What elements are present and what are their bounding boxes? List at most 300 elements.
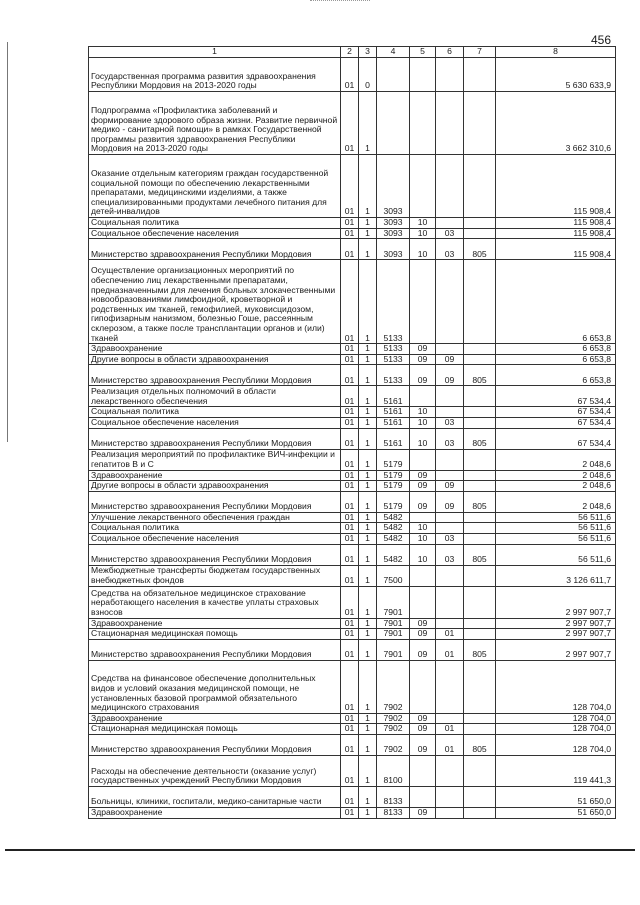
- code-program: 01: [341, 428, 359, 449]
- code-expense-type: 805: [464, 239, 496, 260]
- code-expense-type: 805: [464, 544, 496, 565]
- code-program: 01: [341, 523, 359, 534]
- table-row: [89, 239, 616, 260]
- code-target: 3093: [377, 218, 410, 229]
- code-section: 10: [410, 407, 436, 418]
- code-expense-type: [464, 228, 496, 239]
- code-program: 01: [341, 218, 359, 229]
- code-program: 01: [341, 565, 359, 586]
- row-sum: 67 534,4: [496, 407, 616, 418]
- row-name: Министерство здравоохранения Республики Мордовия: [89, 639, 341, 660]
- code-target: 5161: [377, 386, 410, 407]
- code-target: 7902: [377, 713, 410, 724]
- row-sum: 128 704,0: [496, 660, 616, 713]
- table-row: [89, 565, 616, 586]
- code-target: 5179: [377, 491, 410, 512]
- code-program: 01: [341, 734, 359, 755]
- code-program: 01: [341, 239, 359, 260]
- code-section: [410, 92, 436, 155]
- code-subprogram: 1: [359, 354, 377, 365]
- row-name: Расходы на обеспечение деятельности (оказание услуг) государственных учреждений Республики Мордовия: [89, 755, 341, 786]
- table-row: [89, 58, 616, 92]
- bottom-rule: [5, 849, 635, 851]
- code-program: 01: [341, 544, 359, 565]
- code-program: 01: [341, 260, 359, 344]
- code-section: 10: [410, 218, 436, 229]
- header-cell: 6: [436, 47, 464, 58]
- code-program: 01: [341, 228, 359, 239]
- code-target: 5179: [377, 481, 410, 492]
- code-subsection: [436, 512, 464, 523]
- code-program: 01: [341, 512, 359, 523]
- code-section: 10: [410, 417, 436, 428]
- table-row: [89, 228, 616, 239]
- table-row: [89, 713, 616, 724]
- code-section: 09: [410, 491, 436, 512]
- row-name: Здравоохранение: [89, 713, 341, 724]
- table-row: [89, 386, 616, 407]
- row-sum: 115 908,4: [496, 218, 616, 229]
- code-expense-type: [464, 449, 496, 470]
- code-subsection: 03: [436, 533, 464, 544]
- code-program: 01: [341, 481, 359, 492]
- code-program: 01: [341, 92, 359, 155]
- code-section: 09: [410, 724, 436, 735]
- table-row: [89, 629, 616, 640]
- row-name: Другие вопросы в области здравоохранения: [89, 354, 341, 365]
- row-name: Средства на обязательное медицинское страхование неработающего населения в качестве уплаты страховых взносов: [89, 586, 341, 618]
- code-subsection: [436, 344, 464, 355]
- code-target: 8133: [377, 786, 410, 807]
- code-subprogram: 1: [359, 724, 377, 735]
- header-cell: 8: [496, 47, 616, 58]
- code-expense-type: [464, 386, 496, 407]
- code-program: 01: [341, 724, 359, 735]
- code-section: [410, 260, 436, 344]
- row-sum: 119 441,3: [496, 755, 616, 786]
- code-expense-type: [464, 523, 496, 534]
- code-subprogram: 1: [359, 512, 377, 523]
- row-name: Улучшение лекарственного обеспечения граждан: [89, 512, 341, 523]
- table-row: [89, 755, 616, 786]
- code-target: 8100: [377, 755, 410, 786]
- row-name: Министерство здравоохранения Республики Мордовия: [89, 734, 341, 755]
- row-name: Реализация мероприятий по профилактике ВИЧ-инфекции и гепатитов B и C: [89, 449, 341, 470]
- code-subprogram: 1: [359, 365, 377, 386]
- code-subprogram: 1: [359, 428, 377, 449]
- code-subprogram: 1: [359, 481, 377, 492]
- code-subsection: [436, 523, 464, 534]
- code-target: 7500: [377, 565, 410, 586]
- code-subprogram: 1: [359, 344, 377, 355]
- code-subprogram: 1: [359, 470, 377, 481]
- code-target: [377, 58, 410, 92]
- code-subsection: [436, 386, 464, 407]
- code-expense-type: [464, 618, 496, 629]
- row-name: Министерство здравоохранения Республики Мордовия: [89, 365, 341, 386]
- table-row: [89, 218, 616, 229]
- code-subsection: [436, 407, 464, 418]
- code-program: 01: [341, 344, 359, 355]
- row-name: Министерство здравоохранения Республики Мордовия: [89, 544, 341, 565]
- code-subprogram: 1: [359, 639, 377, 660]
- code-target: 5179: [377, 449, 410, 470]
- table-row: [89, 344, 616, 355]
- table-row: [89, 428, 616, 449]
- code-subprogram: 1: [359, 449, 377, 470]
- code-expense-type: [464, 481, 496, 492]
- code-subprogram: 1: [359, 618, 377, 629]
- code-subsection: [436, 618, 464, 629]
- table-row: [89, 807, 616, 818]
- code-program: 01: [341, 629, 359, 640]
- row-name: Средства на финансовое обеспечение дополнительных видов и условий оказания медицинской помощи, не установленных базовой программой обязательного медицинского страхования: [89, 660, 341, 713]
- code-expense-type: 805: [464, 639, 496, 660]
- table-row: [89, 407, 616, 418]
- code-program: 01: [341, 155, 359, 218]
- row-name: Социальная политика: [89, 523, 341, 534]
- code-section: [410, 512, 436, 523]
- scan-left-edge: [7, 42, 8, 442]
- code-subprogram: 1: [359, 239, 377, 260]
- code-program: 01: [341, 386, 359, 407]
- code-expense-type: [464, 786, 496, 807]
- code-section: [410, 58, 436, 92]
- row-sum: 56 511,6: [496, 512, 616, 523]
- row-sum: 128 704,0: [496, 724, 616, 735]
- code-subprogram: 1: [359, 407, 377, 418]
- code-subprogram: 0: [359, 58, 377, 92]
- code-expense-type: [464, 260, 496, 344]
- code-expense-type: 805: [464, 491, 496, 512]
- row-sum: 56 511,6: [496, 523, 616, 534]
- code-program: 01: [341, 807, 359, 818]
- code-target: 7901: [377, 618, 410, 629]
- table-row: [89, 512, 616, 523]
- row-sum: 2 048,6: [496, 470, 616, 481]
- code-program: 01: [341, 755, 359, 786]
- code-section: [410, 786, 436, 807]
- row-sum: 67 534,4: [496, 417, 616, 428]
- code-target: 5482: [377, 523, 410, 534]
- code-expense-type: [464, 629, 496, 640]
- row-name: Социальное обеспечение населения: [89, 533, 341, 544]
- code-expense-type: [464, 407, 496, 418]
- header-cell: 4: [377, 47, 410, 58]
- code-subsection: 09: [436, 365, 464, 386]
- code-subprogram: 1: [359, 491, 377, 512]
- code-expense-type: [464, 155, 496, 218]
- code-subsection: [436, 260, 464, 344]
- table-row: [89, 724, 616, 735]
- table-row: [89, 544, 616, 565]
- code-expense-type: [464, 218, 496, 229]
- row-name: Больницы, клиники, госпитали, медико-санитарные части: [89, 786, 341, 807]
- table-row: [89, 365, 616, 386]
- row-name: Межбюджетные трансферты бюджетам государственных внебюджетных фондов: [89, 565, 341, 586]
- code-section: 09: [410, 344, 436, 355]
- code-program: 01: [341, 354, 359, 365]
- code-target: 7901: [377, 586, 410, 618]
- code-expense-type: [464, 470, 496, 481]
- header-cell: 7: [464, 47, 496, 58]
- header-cell: 5: [410, 47, 436, 58]
- code-target: 5161: [377, 407, 410, 418]
- row-sum: 115 908,4: [496, 239, 616, 260]
- code-subprogram: 1: [359, 586, 377, 618]
- code-subprogram: 1: [359, 386, 377, 407]
- row-name: Другие вопросы в области здравоохранения: [89, 481, 341, 492]
- code-subsection: [436, 755, 464, 786]
- code-subsection: [436, 786, 464, 807]
- code-target: 5179: [377, 470, 410, 481]
- row-name: Здравоохранение: [89, 618, 341, 629]
- code-subsection: 01: [436, 639, 464, 660]
- row-sum: 67 534,4: [496, 428, 616, 449]
- code-subprogram: 1: [359, 544, 377, 565]
- row-sum: 2 997 907,7: [496, 618, 616, 629]
- code-expense-type: [464, 724, 496, 735]
- row-sum: 128 704,0: [496, 713, 616, 724]
- code-subsection: [436, 586, 464, 618]
- code-target: 7902: [377, 660, 410, 713]
- code-expense-type: [464, 354, 496, 365]
- code-subprogram: 1: [359, 533, 377, 544]
- row-name: Стационарная медицинская помощь: [89, 724, 341, 735]
- row-sum: 2 997 907,7: [496, 586, 616, 618]
- code-section: 09: [410, 618, 436, 629]
- code-section: 10: [410, 533, 436, 544]
- row-sum: 56 511,6: [496, 533, 616, 544]
- code-subsection: 03: [436, 228, 464, 239]
- row-name: Министерство здравоохранения Республики Мордовия: [89, 491, 341, 512]
- code-subsection: 01: [436, 734, 464, 755]
- table-row: [89, 92, 616, 155]
- code-target: 7901: [377, 629, 410, 640]
- row-name: Социальное обеспечение населения: [89, 417, 341, 428]
- row-name: Здравоохранение: [89, 344, 341, 355]
- code-section: 09: [410, 365, 436, 386]
- row-sum: 5 630 633,9: [496, 58, 616, 92]
- code-expense-type: [464, 660, 496, 713]
- row-sum: 67 534,4: [496, 386, 616, 407]
- table-row: [89, 660, 616, 713]
- code-subsection: [436, 449, 464, 470]
- code-target: 5161: [377, 428, 410, 449]
- code-expense-type: [464, 344, 496, 355]
- code-section: 09: [410, 481, 436, 492]
- code-subprogram: 1: [359, 417, 377, 428]
- code-program: 01: [341, 58, 359, 92]
- code-expense-type: [464, 512, 496, 523]
- row-sum: 115 908,4: [496, 155, 616, 218]
- row-name: Подпрограмма «Профилактика заболеваний и формирование здорового образа жизни. Развитие первичной медико - санитарной помощи» в рамках Государственной программы развития здравоохранения Республики Мордовия на 2013-2020 годы: [89, 92, 341, 155]
- row-sum: 51 650,0: [496, 807, 616, 818]
- code-subprogram: 1: [359, 523, 377, 534]
- code-subprogram: 1: [359, 713, 377, 724]
- table-row: [89, 417, 616, 428]
- code-subsection: [436, 470, 464, 481]
- code-subsection: [436, 218, 464, 229]
- code-subprogram: 1: [359, 786, 377, 807]
- table-row: [89, 786, 616, 807]
- code-section: 09: [410, 713, 436, 724]
- code-program: 01: [341, 365, 359, 386]
- row-sum: 6 653,8: [496, 354, 616, 365]
- code-program: 01: [341, 470, 359, 481]
- row-sum: 2 048,6: [496, 449, 616, 470]
- header-cell: 3: [359, 47, 377, 58]
- code-subsection: 09: [436, 491, 464, 512]
- table-row: [89, 449, 616, 470]
- code-subprogram: 1: [359, 218, 377, 229]
- code-section: 10: [410, 523, 436, 534]
- row-sum: 128 704,0: [496, 734, 616, 755]
- row-sum: 2 048,6: [496, 481, 616, 492]
- code-program: 01: [341, 533, 359, 544]
- code-section: 10: [410, 428, 436, 449]
- table-row: [89, 734, 616, 755]
- code-target: 7901: [377, 639, 410, 660]
- code-subprogram: 1: [359, 629, 377, 640]
- code-target: 5482: [377, 533, 410, 544]
- row-name: Социальное обеспечение населения: [89, 228, 341, 239]
- code-subprogram: 1: [359, 807, 377, 818]
- code-subsection: 03: [436, 544, 464, 565]
- code-section: 09: [410, 734, 436, 755]
- code-subsection: [436, 92, 464, 155]
- code-expense-type: [464, 92, 496, 155]
- table-body: [89, 58, 616, 819]
- code-section: [410, 586, 436, 618]
- code-subsection: [436, 58, 464, 92]
- table-row: [89, 533, 616, 544]
- row-sum: 3 126 611,7: [496, 565, 616, 586]
- code-target: 8133: [377, 807, 410, 818]
- code-target: 5133: [377, 354, 410, 365]
- code-program: 01: [341, 449, 359, 470]
- code-subsection: 01: [436, 724, 464, 735]
- code-subsection: 01: [436, 629, 464, 640]
- table-row: [89, 491, 616, 512]
- code-expense-type: 805: [464, 734, 496, 755]
- code-target: 3093: [377, 155, 410, 218]
- code-target: 3093: [377, 239, 410, 260]
- code-expense-type: [464, 586, 496, 618]
- row-sum: 2 997 907,7: [496, 629, 616, 640]
- row-sum: 56 511,6: [496, 544, 616, 565]
- code-expense-type: [464, 533, 496, 544]
- table-row: [89, 155, 616, 218]
- row-name: Министерство здравоохранения Республики Мордовия: [89, 428, 341, 449]
- code-subprogram: 1: [359, 734, 377, 755]
- code-section: 10: [410, 228, 436, 239]
- code-expense-type: [464, 565, 496, 586]
- code-subsection: [436, 807, 464, 818]
- code-section: [410, 755, 436, 786]
- code-subprogram: 1: [359, 92, 377, 155]
- row-sum: 6 653,8: [496, 260, 616, 344]
- row-sum: 3 662 310,6: [496, 92, 616, 155]
- code-subprogram: 1: [359, 228, 377, 239]
- header-cell: 1: [89, 47, 341, 58]
- table-row: [89, 586, 616, 618]
- code-subsection: [436, 713, 464, 724]
- code-subsection: [436, 565, 464, 586]
- code-target: 5161: [377, 417, 410, 428]
- row-name: Здравоохранение: [89, 807, 341, 818]
- code-subsection: 09: [436, 354, 464, 365]
- code-section: [410, 565, 436, 586]
- code-target: 5133: [377, 344, 410, 355]
- code-section: [410, 660, 436, 713]
- code-section: 09: [410, 354, 436, 365]
- code-program: 01: [341, 713, 359, 724]
- code-section: [410, 386, 436, 407]
- table-row: [89, 523, 616, 534]
- row-name: Социальная политика: [89, 218, 341, 229]
- table-row: [89, 639, 616, 660]
- code-subprogram: 1: [359, 260, 377, 344]
- row-name: Государственная программа развития здравоохранения Республики Мордовия на 2013-2020 годы: [89, 58, 341, 92]
- header-cell: 2: [341, 47, 359, 58]
- code-expense-type: [464, 58, 496, 92]
- table-row: [89, 481, 616, 492]
- code-program: 01: [341, 786, 359, 807]
- code-section: 10: [410, 544, 436, 565]
- code-subsection: 03: [436, 239, 464, 260]
- table-row: [89, 618, 616, 629]
- code-section: [410, 155, 436, 218]
- row-sum: 2 048,6: [496, 491, 616, 512]
- row-name: Оказание отдельным категориям граждан государственной социальной помощи по обеспечению лекарственными препаратами, медицинскими изделиями, а также специализированными продуктами лечебного питания для детей-инвалидов: [89, 155, 341, 218]
- row-name: Осуществление организационных мероприятий по обеспечению лиц лекарственными препаратами, предназначенными для лечения больных злокачественными новообразованиями лимфоидной, кроветворной и родственных им тканей, гемофилией, муковисцидозом, гипофизарным нанизмом, болезнью Гоше, рассеянным склерозом, а также после трансплантации органов и (или) тканей: [89, 260, 341, 344]
- row-sum: 2 997 907,7: [496, 639, 616, 660]
- code-target: 5133: [377, 365, 410, 386]
- code-subsection: 03: [436, 428, 464, 449]
- header-row: [89, 47, 616, 58]
- scan-top-marks: [310, 0, 370, 5]
- code-subsection: [436, 155, 464, 218]
- code-program: 01: [341, 586, 359, 618]
- code-target: 5482: [377, 544, 410, 565]
- code-target: 3093: [377, 228, 410, 239]
- code-subprogram: 1: [359, 660, 377, 713]
- row-name: Стационарная медицинская помощь: [89, 629, 341, 640]
- page-number: 456: [591, 33, 612, 47]
- code-expense-type: 805: [464, 428, 496, 449]
- code-subsection: [436, 660, 464, 713]
- code-program: 01: [341, 491, 359, 512]
- code-program: 01: [341, 417, 359, 428]
- code-target: [377, 92, 410, 155]
- code-section: 09: [410, 470, 436, 481]
- code-target: 5133: [377, 260, 410, 344]
- row-sum: 6 653,8: [496, 344, 616, 355]
- code-section: 09: [410, 639, 436, 660]
- code-subsection: 03: [436, 417, 464, 428]
- code-target: 7902: [377, 734, 410, 755]
- code-subprogram: 1: [359, 565, 377, 586]
- code-section: 10: [410, 239, 436, 260]
- code-subprogram: 1: [359, 755, 377, 786]
- code-expense-type: [464, 417, 496, 428]
- row-sum: 51 650,0: [496, 786, 616, 807]
- row-sum: 115 908,4: [496, 228, 616, 239]
- code-target: 7902: [377, 724, 410, 735]
- row-name: Социальная политика: [89, 407, 341, 418]
- code-program: 01: [341, 407, 359, 418]
